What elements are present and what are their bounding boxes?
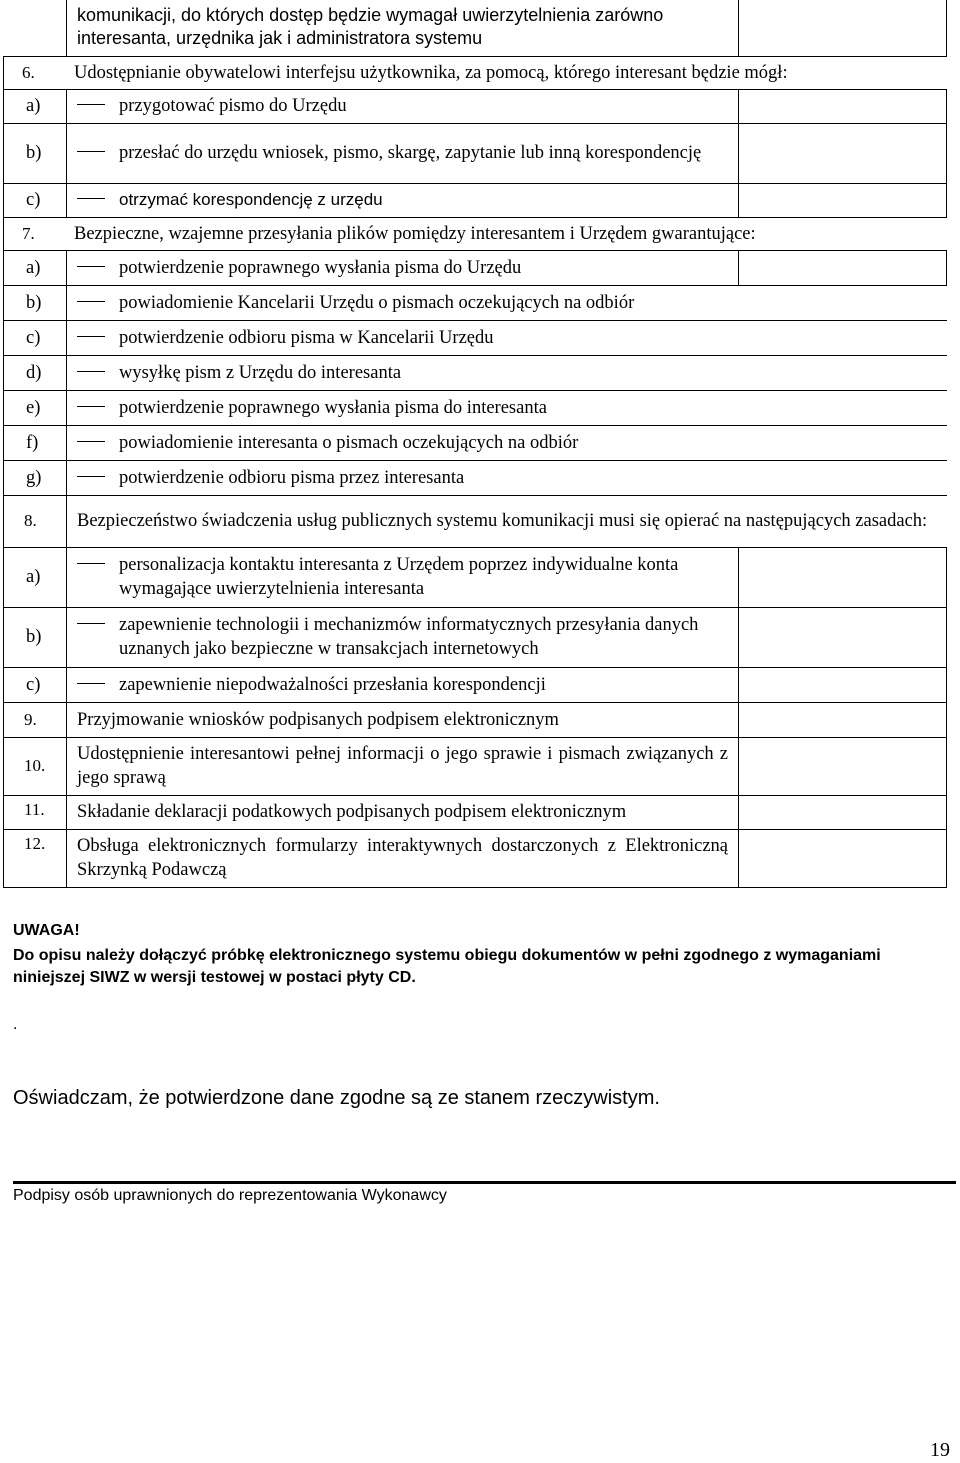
notice-title: UWAGA! [13,922,80,939]
table-row [4,0,947,56]
table-row [4,829,947,887]
answer-cell [739,667,947,702]
section-number: 8. [4,495,67,547]
requirements-table [3,0,947,888]
dash-mark [77,104,105,105]
section-row [4,217,947,250]
item-text: otrzymać korespondencję z urzędu [119,190,383,209]
section-row [4,495,947,547]
table-row [4,737,947,795]
item-label: f) [4,425,67,460]
notice-body: Do opisu należy dołączyć próbkę elektronicznego systemu obiegu dokumentów w pełni zgodnego z wymaganiami niniejszej SIWZ w wersji testowej w postaci płyty CD. [13,947,881,986]
table-row [4,250,947,285]
section-number: 12. [4,829,67,887]
item-text: powiadomienie Kancelarii Urzędu o pismach oczekujących na odbiór [119,292,635,313]
section-number: 6. [22,62,35,82]
dash-mark [77,563,105,564]
table-row [4,795,947,829]
section-number: 11. [4,795,67,829]
table-row [4,667,947,702]
dash-mark [77,301,105,302]
answer-cell [739,829,947,887]
item-text: zapewnienie niepodważalności przesłania korespondencji [119,674,546,695]
answer-cell [739,123,947,183]
item-text: przesłać do urzędu wniosek, pismo, skargę, zapytanie lub inną korespondencję [119,143,702,163]
item-label: b) [4,123,67,183]
item-label: b) [4,285,67,320]
table-row [4,702,947,737]
table-row [4,355,947,390]
separator-dot: . [13,1016,18,1033]
item-text: zapewnienie technologii i mechanizmów informatycznych przesyłania danych uznanych jako bezpieczne w transakcjach internetowych [119,615,699,659]
answer-cell [739,702,947,737]
section-text: Udostępnianie obywatelowi interfejsu użytkownika, za pomocą, którego interesant będzie mógł: [74,62,788,83]
dash-mark [77,336,105,337]
item-label: d) [4,355,67,390]
row-text: komunikacji, do których dostęp będzie wymagał uwierzytelnienia zarówno interesanta, urzędnika jak i administratora systemu [77,4,664,48]
section-number: 7. [22,223,35,243]
item-label: e) [4,390,67,425]
item-label: c) [4,183,67,217]
item-label: g) [4,460,67,495]
item-label: a) [4,250,67,285]
section-text: Przyjmowanie wniosków podpisanych podpisem elektronicznym [77,709,559,730]
item-label: c) [4,667,67,702]
section-text: Składanie deklaracji podatkowych podpisanych podpisem elektronicznym [77,802,627,822]
section-text: Udostępnienie interesantowi pełnej informacji o jego sprawie i pismach związanych z jego sprawą [77,744,728,788]
table-row [4,183,947,217]
signature-line [13,1181,956,1184]
section-text: Obsługa elektronicznych formularzy interaktywnych dostarczonych z Elektroniczną Skrzynką Podawczą [77,836,728,880]
answer-cell [739,607,947,667]
declaration-text: Oświadczam, że potwierdzone dane zgodne są ze stanem rzeczywistym. [13,1087,660,1109]
dash-mark [77,266,105,267]
signature-label: Podpisy osób uprawnionych do reprezentowania Wykonawcy [13,1187,447,1204]
dash-mark [77,371,105,372]
item-label: a) [4,547,67,607]
item-text: potwierdzenie poprawnego wysłania pisma do Urzędu [119,257,522,278]
item-label: b) [4,607,67,667]
dash-mark [77,623,105,624]
table-row [4,425,947,460]
table-row [4,390,947,425]
table-row [4,320,947,355]
table-row [4,123,947,183]
section-number: 10. [4,737,67,795]
answer-cell [739,737,947,795]
table-row [4,285,947,320]
answer-cell [739,795,947,829]
item-label: c) [4,320,67,355]
page-number: 19 [930,1439,950,1461]
answer-cell [739,183,947,217]
item-text: przygotować pismo do Urzędu [119,96,347,116]
section-text: Bezpieczeństwo świadczenia usług publicznych systemu komunikacji musi się opierać na następujących zasadach: [77,511,928,531]
table-row [4,460,947,495]
dash-mark [77,441,105,442]
item-text: potwierdzenie poprawnego wysłania pisma do interesanta [119,397,547,418]
dash-mark [77,198,105,199]
dash-mark [77,476,105,477]
table-row [4,547,947,607]
dash-mark [77,406,105,407]
section-number: 9. [4,702,67,737]
answer-cell [739,0,947,56]
table-row [4,607,947,667]
section-text: Bezpieczne, wzajemne przesyłania plików pomiędzy interesantem i Urzędem gwarantujące: [74,223,756,244]
section-row [4,56,947,89]
dash-mark [77,683,105,684]
item-text: potwierdzenie odbioru pisma przez interesanta [119,467,465,488]
dash-mark [77,151,105,152]
item-text: personalizacja kontaktu interesanta z Urzędem poprzez indywidualne konta wymagające uwierzytelnienia interesanta [119,555,679,599]
answer-cell [739,547,947,607]
item-text: powiadomienie interesanta o pismach oczekujących na odbiór [119,432,579,453]
answer-cell [739,250,947,285]
item-text: potwierdzenie odbioru pisma w Kancelarii Urzędu [119,327,494,348]
table-row [4,89,947,123]
answer-cell [739,89,947,123]
item-label: a) [4,89,67,123]
item-text: wysyłkę pism z Urzędu do interesanta [119,362,402,383]
